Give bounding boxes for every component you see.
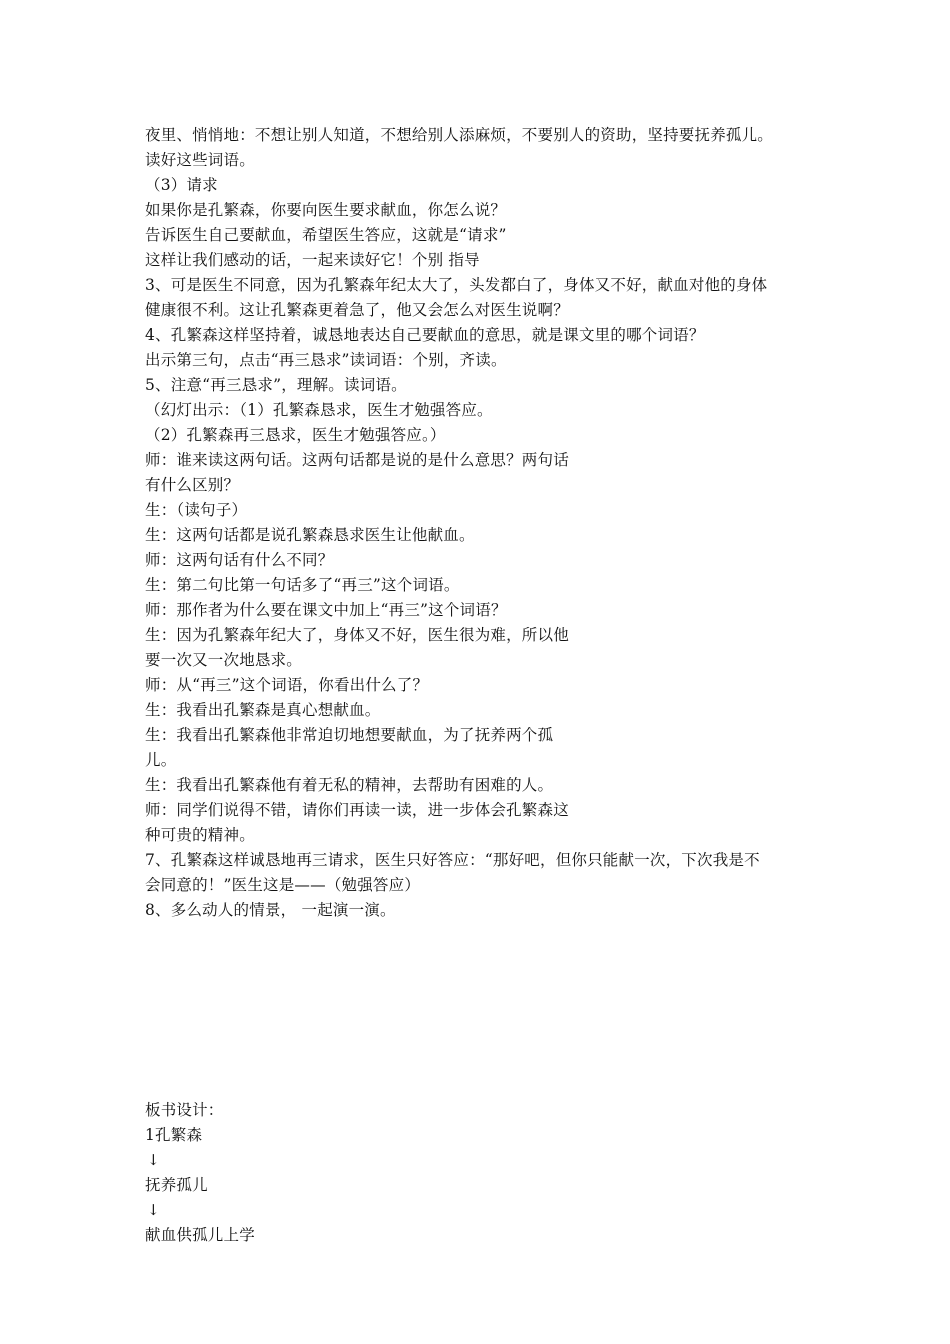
- text-line: 如果你是孔繁森，你要向医生要求献血，你怎么说？: [145, 201, 507, 219]
- text-line: 这样让我们感动的话，一起来读好它！个别 指导: [145, 251, 480, 269]
- text-line: 生：第二句比第一句话多了“再三”这个词语。: [145, 576, 460, 594]
- board-item: 献血供孤儿上学: [145, 1226, 255, 1244]
- text-line: 师：那作者为什么要在课文中加上“再三”这个词语？: [145, 601, 507, 619]
- arrow-down-icon: ↓: [147, 1151, 160, 1169]
- text-line: 师：这两句话有什么不同？: [145, 551, 334, 569]
- text-line: 健康很不利。这让孔繁森更着急了，他又会怎么对医生说啊？: [145, 301, 569, 319]
- text-line: （3）请求: [145, 176, 218, 194]
- text-line: 7、孔繁森这样诚恳地再三请求，医生只好答应：“那好吧，但你只能献一次，下次我是不: [145, 851, 760, 869]
- text-line: 要一次又一次地恳求。: [145, 651, 303, 669]
- text-line: 师：谁来读这两句话。这两句话都是说的是什么意思？两句话: [145, 451, 569, 469]
- text-line: 生：因为孔繁森年纪大了，身体又不好，医生很为难，所以他: [145, 626, 569, 644]
- board-heading: 板书设计：: [145, 1101, 224, 1119]
- text-line: 4、孔繁森这样坚持着，诚恳地表达自己要献血的意思，就是课文里的哪个词语？: [145, 326, 705, 344]
- text-line: 有什么区别？: [145, 476, 240, 494]
- text-line: 告诉医生自己要献血，希望医生答应，这就是“请求”: [145, 226, 507, 244]
- text-line: 读好这些词语。: [145, 151, 255, 169]
- text-line: 种可贵的精神。: [145, 826, 255, 844]
- text-line: 会同意的！”医生这是——（勉强答应）: [145, 876, 421, 894]
- text-line: 3、可是医生不同意，因为孔繁森年纪太大了，头发都白了，身体又不好，献血对他的身体: [145, 276, 768, 294]
- text-line: 夜里、悄悄地：不想让别人知道，不想给别人添麻烦，不要别人的资助，坚持要抚养孤儿。: [145, 126, 774, 144]
- text-line: 5、注意“再三恳求”，理解。读词语。: [145, 376, 407, 394]
- board-item: 1孔繁森: [145, 1126, 203, 1144]
- text-line: 生：这两句话都是说孔繁森恳求医生让他献血。: [145, 526, 475, 544]
- text-line: 生：我看出孔繁森他有着无私的精神，去帮助有困难的人。: [145, 776, 554, 794]
- text-line: 生：我看出孔繁森是真心想献血。: [145, 701, 381, 719]
- text-line: 师：从“再三”这个词语，你看出什么了？: [145, 676, 429, 694]
- text-line: （幻灯出示：（1）孔繁森恳求，医生才勉强答应。: [145, 401, 493, 419]
- text-line: 师：同学们说得不错，请你们再读一读，进一步体会孔繁森这: [145, 801, 569, 819]
- text-line: 生：（读句子）: [145, 501, 248, 519]
- arrow-down-icon: ↓: [147, 1201, 160, 1219]
- text-line: 生：我看出孔繁森他非常迫切地想要献血，为了抚养两个孤: [145, 726, 554, 744]
- board-item: 抚养孤儿: [145, 1176, 208, 1194]
- text-line: （2）孔繁森再三恳求，医生才勉强答应。）: [145, 426, 446, 444]
- text-line: 8、多么动人的情景， 一起演一演。: [145, 901, 396, 919]
- text-line: 出示第三句，点击“再三恳求”读词语：个别，齐读。: [145, 351, 507, 369]
- text-line: 儿。: [145, 751, 177, 769]
